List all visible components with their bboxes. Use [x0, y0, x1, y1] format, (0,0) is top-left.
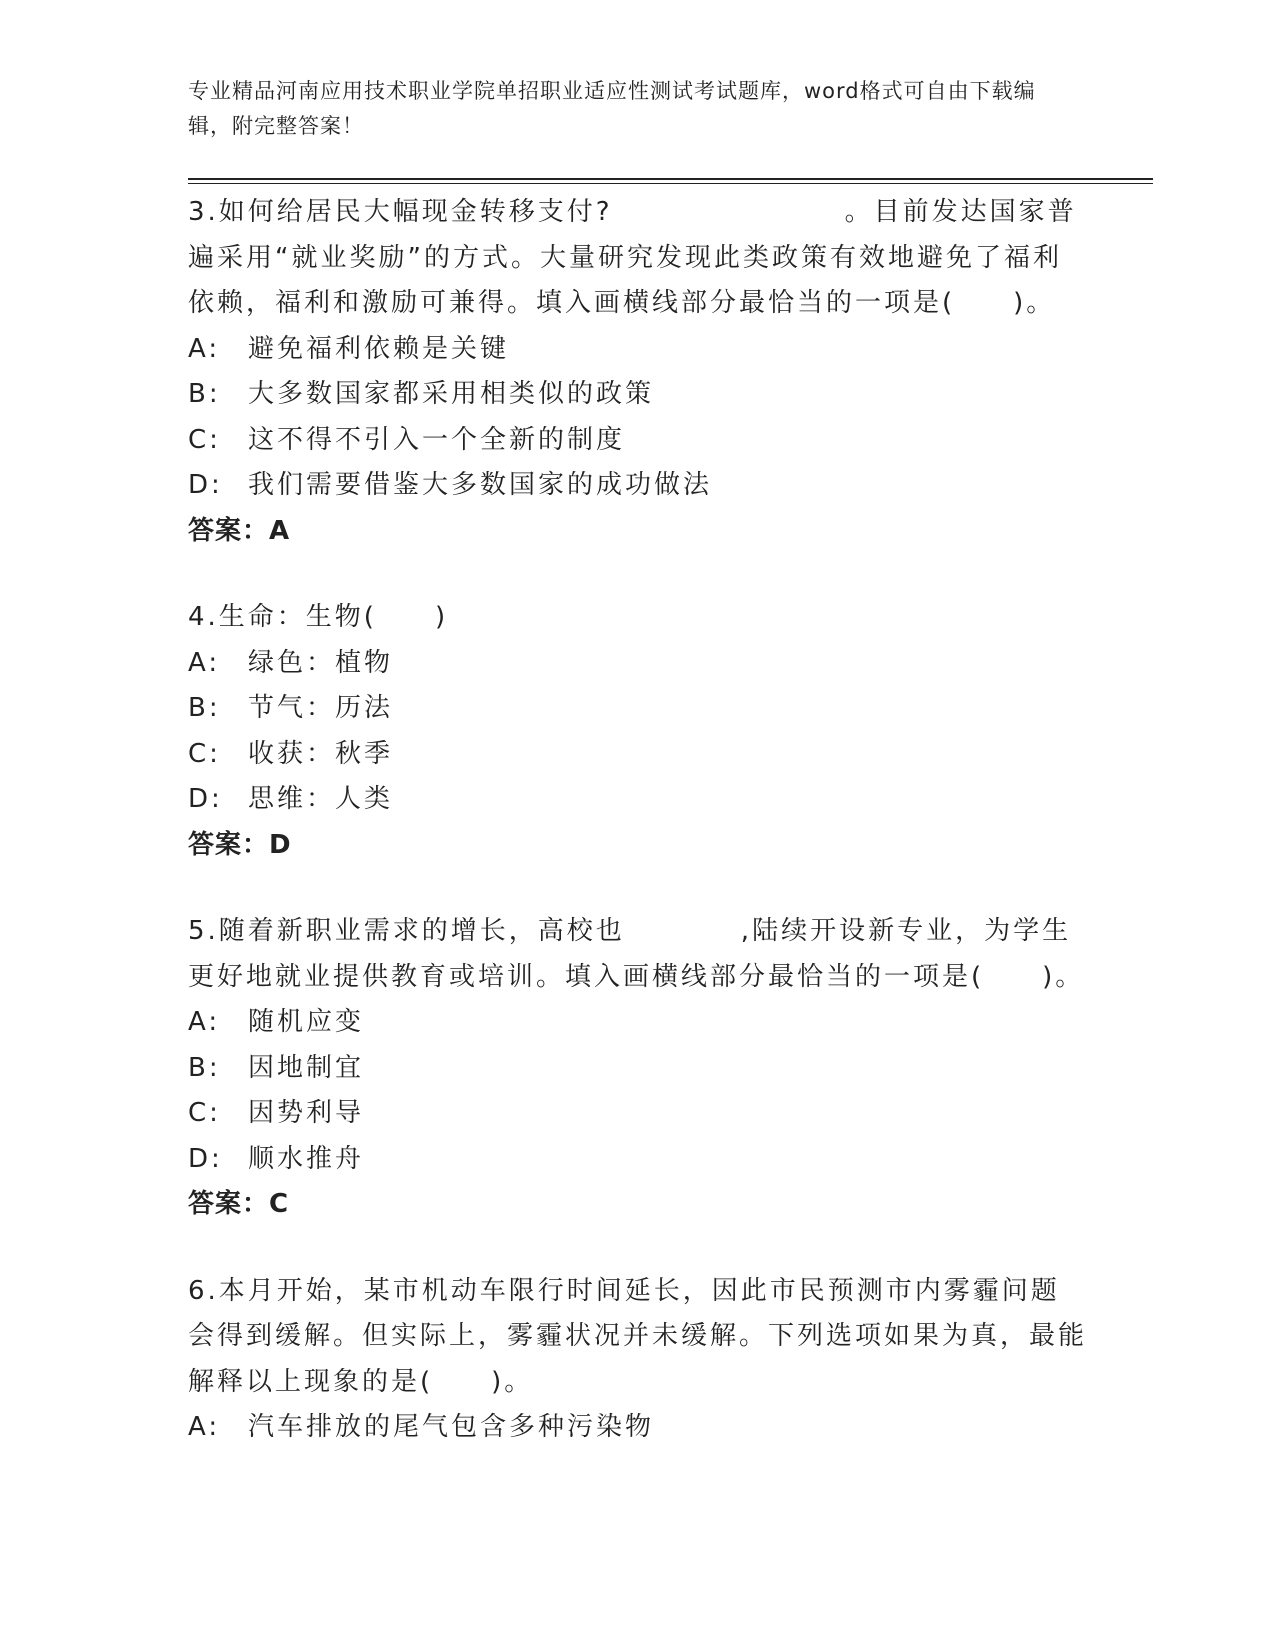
- option-key: A:: [188, 647, 221, 678]
- option-text: 因地制宜: [248, 1052, 365, 1083]
- option-key: A:: [188, 1007, 221, 1037]
- question-6: [188, 1269, 1088, 1451]
- option-key: B:: [188, 693, 221, 723]
- option-text: 避免福利依赖是关键: [248, 333, 510, 364]
- option-c: [188, 732, 1088, 778]
- option-text: 收获：秋季: [248, 738, 394, 769]
- option-key: C:: [188, 738, 221, 769]
- option-text: 大多数国家都采用相类似的政策: [248, 379, 655, 409]
- answer-line: 答案：D: [188, 829, 292, 860]
- option-text: 这不得不引入一个全新的制度: [248, 424, 626, 455]
- option-key: A:: [188, 1412, 221, 1442]
- option-key: C:: [188, 424, 221, 455]
- option-text: 节气：历法: [248, 693, 394, 723]
- option-text: 顺水推舟: [248, 1143, 365, 1174]
- option-c: [188, 1091, 1088, 1137]
- option-key: D:: [188, 1143, 223, 1174]
- option-text: 绿色：植物: [248, 647, 394, 678]
- question-list: [188, 190, 1088, 1492]
- question-stem: 3.如何给居民大幅现金转移支付? 。目前发达国家普遍采用“就业奖励”的方式。大量研究发现此类政策有效地避免了福利依赖，福利和激励可兼得。填入画横线部分最恰当的一项是( )。: [188, 197, 1077, 318]
- question-5: [188, 909, 1088, 1228]
- option-key: B:: [188, 379, 221, 409]
- question-stem: 6.本月开始，某市机动车限行时间延长，因此市民预测市内雾霾问题会得到缓解。但实际上，雾霾状况并未缓解。下列选项如果为真，最能解释以上现象的是( )。: [188, 1275, 1088, 1397]
- option-text: 思维：人类: [248, 784, 394, 814]
- option-d: [188, 463, 1088, 509]
- option-c: [188, 418, 1088, 464]
- option-a: [188, 641, 1088, 687]
- option-b: [188, 686, 1088, 732]
- question-stem: 5.随着新职业需求的增长，高校也 ,陆续开设新专业，为学生更好地就业提供教育或培训。填入画横线部分最恰当的一项是( )。: [188, 916, 1085, 992]
- option-text: 汽车排放的尾气包含多种污染物: [248, 1412, 655, 1442]
- option-key: C:: [188, 1098, 221, 1128]
- option-b: [188, 1046, 1088, 1092]
- question-3: [188, 190, 1088, 554]
- option-b: [188, 372, 1088, 418]
- option-a: [188, 1000, 1088, 1046]
- option-a: [188, 327, 1088, 373]
- header-rule-thin: [188, 183, 1153, 184]
- option-key: B:: [188, 1052, 221, 1083]
- option-text: 我们需要借鉴大多数国家的成功做法: [248, 470, 713, 500]
- option-d: [188, 1137, 1088, 1183]
- header-rule-thick: [188, 178, 1153, 180]
- answer-line: 答案：A: [188, 515, 291, 546]
- option-key: D:: [188, 784, 223, 814]
- question-stem: 4.生命：生物( ): [188, 602, 449, 632]
- option-a: [188, 1405, 1088, 1451]
- option-text: 随机应变: [248, 1007, 365, 1037]
- option-key: A:: [188, 333, 221, 364]
- option-key: D:: [188, 470, 223, 500]
- answer-line: 答案：C: [188, 1189, 290, 1219]
- document-header: 专业精品河南应用技术职业学院单招职业适应性测试考试题库，word格式可自由下载编辑，附完整答案！: [188, 79, 1036, 138]
- question-4: [188, 595, 1088, 868]
- option-d: [188, 777, 1088, 823]
- option-text: 因势利导: [248, 1098, 365, 1128]
